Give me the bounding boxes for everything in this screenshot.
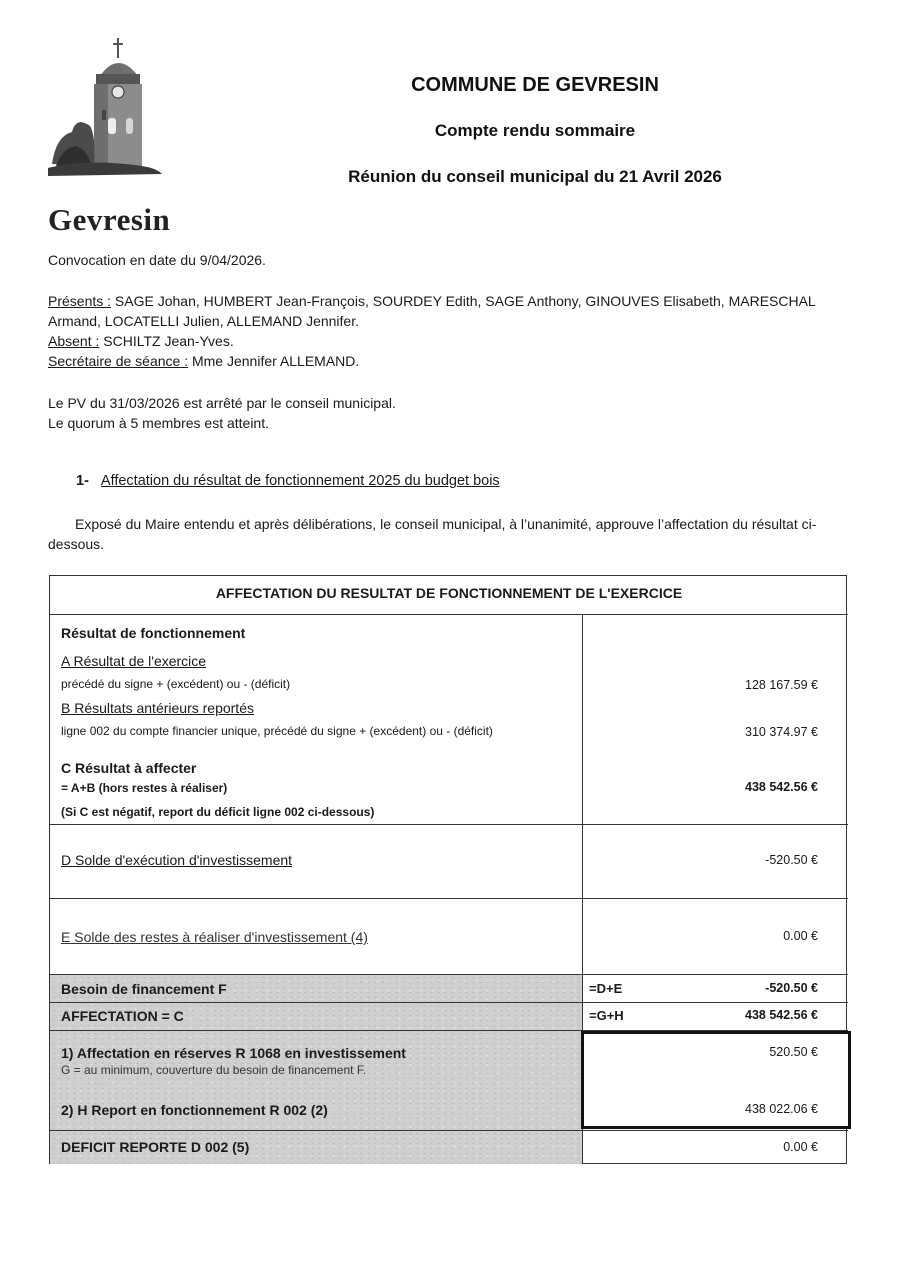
document-subtitle: Compte rendu sommaire [434,121,636,140]
section-1-title: Affectation du résultat de fonctionnement 2025 du budget bois [100,473,500,489]
h-label: 2) H Report en fonctionnement R 002 (2) [61,1102,328,1118]
g-label: 1) Affectation en réserves R 1068 en investissement [61,1045,406,1061]
quorum-line: Le quorum à 5 membres est atteint. [48,415,269,431]
g-value: 520.50 € [769,1045,818,1059]
section-1-expose: Exposé du Maire entendu et après délibérations, le conseil municipal, à l’unanimité, approuve l’affectation du résultat ci-dessous. [48,516,817,552]
g-sub: G = au minimum, couverture du besoin de financement F. [61,1063,367,1077]
secretaire-label: Secrétaire de séance : [48,353,189,369]
a-label: A Résultat de l'exercice [61,653,207,669]
e-value: 0.00 € [783,929,818,943]
pv-line: Le PV du 31/03/2026 est arrêté par le conseil municipal. [48,395,396,411]
secretaire-line [48,351,848,371]
a-sub: précédé du signe + (excédent) ou - (déficit) [61,677,291,691]
row-affectation [50,1002,848,1030]
row-resultat [50,614,848,824]
c-sub: = A+B (hors restes à réaliser) [61,781,228,795]
b-label: B Résultats antérieurs reportés [61,700,254,716]
d-value: -520.50 € [765,853,818,867]
c-value: 438 542.56 € [745,780,818,794]
table-title-row [50,576,848,614]
a-value: 128 167.59 € [745,678,818,692]
d-label: D Solde d'exécution d'investissement [61,852,293,868]
row-e [50,898,848,974]
absent-label: Absent : [48,333,100,349]
table-title: AFFECTATION DU RESULTAT DE FONCTIONNEMENT DE L'EXERCICE [215,585,683,601]
convocation-line: Convocation en date du 9/04/2026. [48,252,266,268]
row-deficit [50,1130,848,1164]
affectation-label: AFFECTATION = C [61,1008,184,1024]
commune-logo [46,36,176,237]
deficit-label: DEFICIT REPORTE D 002 (5) [61,1139,250,1155]
f-value: -520.50 € [765,981,818,995]
logo-text: Gevresin [48,202,171,237]
c-note: (Si C est négatif, report du déficit ligne 002 ci-dessous) [61,805,375,819]
b-sub: ligne 002 du compte financier unique, précédé du signe + (excédent) ou - (déficit) [61,724,493,738]
b-value: 310 374.97 € [745,725,818,739]
church-tower-icon [46,36,176,206]
affectation-value: 438 542.56 € [745,1008,818,1022]
meeting-title: Réunion du conseil municipal du 21 Avril 2026 [348,167,722,186]
affectation-table [49,575,847,1164]
h-value: 438 022.06 € [745,1102,818,1116]
row-f [50,974,848,1002]
absent-value: SCHILTZ Jean-Yves. [99,333,234,349]
affectation-box [581,1031,851,1129]
section-1-heading [76,473,500,489]
presents-label: Présents : [48,293,112,309]
presents-line [48,291,848,331]
presents-value: SAGE Johan, HUMBERT Jean-François, SOURDEY Edith, SAGE Anthony, GINOUVES Elisabeth, MARESCHAL Armand, LOCATELLI Julien, ALLEMAND Jennifer. [48,293,816,329]
commune-title: COMMUNE DE GEVRESIN [411,74,659,96]
section-1-number: 1- [76,473,89,489]
resultat-fonctionnement-label: Résultat de fonctionnement [61,625,246,641]
secretaire-value: Mme Jennifer ALLEMAND. [188,353,360,369]
c-label: C Résultat à affecter [61,760,197,776]
f-label: Besoin de financement F [61,981,227,997]
f-formula: =D+E [589,981,623,996]
deficit-value: 0.00 € [783,1140,818,1154]
row-d [50,824,848,898]
affectation-formula: =G+H [589,1008,624,1023]
e-label: E Solde des restes à réaliser d'investissement (4) [61,929,368,945]
absent-line [48,331,848,351]
